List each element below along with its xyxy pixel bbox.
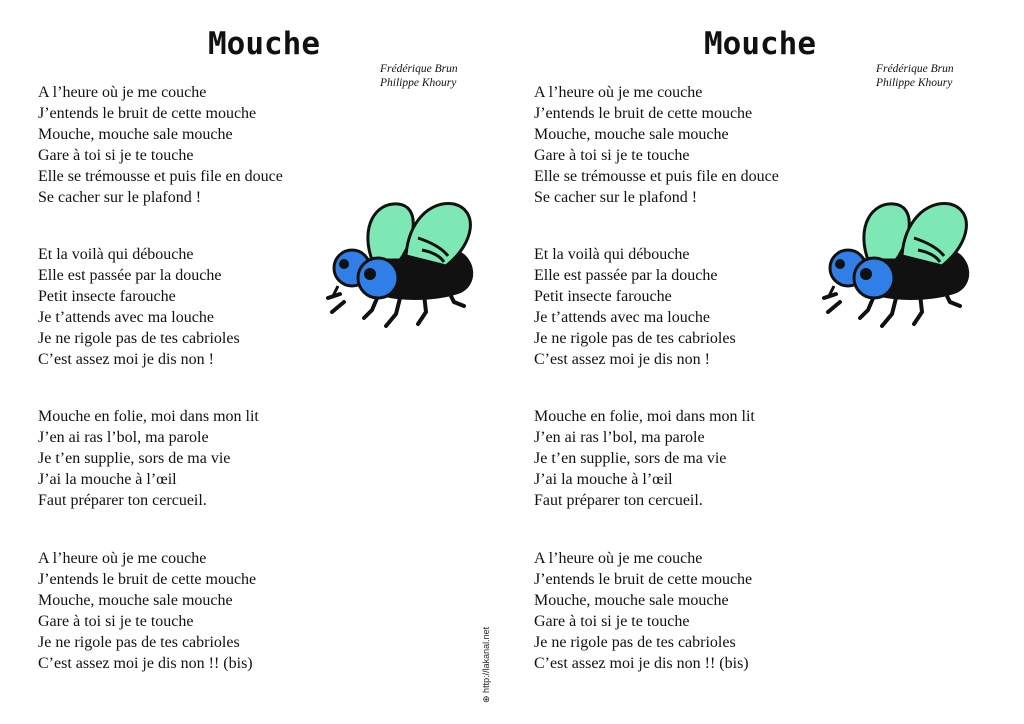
song-title: Mouche — [704, 26, 816, 62]
lyric-line: Je t’attends avec ma louche — [38, 309, 214, 326]
lyric-line: Je ne rigole pas de tes cabrioles — [38, 634, 240, 651]
lyric-line: Je ne rigole pas de tes cabrioles — [534, 634, 736, 651]
website-url: http://lakanal.net — [481, 626, 491, 693]
stanza — [38, 82, 283, 208]
fly-eye — [358, 258, 398, 298]
lyric-line: Mouche en folie, moi dans mon lit — [534, 408, 755, 425]
lyric-line: J’entends le bruit de cette mouche — [534, 571, 753, 588]
lyric-line: Elle se trémousse et puis file en douce — [534, 168, 779, 185]
stanza — [534, 244, 736, 370]
author-name: Frédérique Brun — [380, 63, 458, 75]
lyric-line: Gare à toi si je te touche — [534, 613, 690, 630]
lyric-line: Petit insecte farouche — [534, 288, 672, 305]
lyric-line: Mouche, mouche sale mouche — [534, 126, 729, 143]
website-footer — [481, 627, 492, 703]
stanza — [38, 244, 240, 370]
stanza — [38, 548, 256, 674]
lyric-line: Gare à toi si je te touche — [38, 147, 194, 164]
lyric-line: Gare à toi si je te touche — [534, 147, 690, 164]
lyric-line: Elle se trémousse et puis file en douce — [38, 168, 283, 185]
lyric-line: J’en ai ras l’bol, ma parole — [534, 429, 705, 446]
lyric-line: J’entends le bruit de cette mouche — [38, 105, 257, 122]
author-name: Philippe Khoury — [876, 77, 953, 89]
lyric-line: Je t’attends avec ma louche — [534, 309, 710, 326]
lyric-line: C’est assez moi je dis non !! (bis) — [38, 655, 253, 672]
lyric-line: Mouche, mouche sale mouche — [38, 592, 233, 609]
lyrics-sheet-left — [0, 0, 496, 724]
lyric-line: Gare à toi si je te touche — [38, 613, 194, 630]
fly-icon — [326, 198, 486, 332]
lyric-line: Petit insecte farouche — [38, 288, 176, 305]
lyric-line: Se cacher sur le plafond ! — [38, 189, 202, 206]
lyric-line: A l’heure où je me couche — [38, 550, 207, 567]
lyric-line: A l’heure où je me couche — [534, 550, 703, 567]
lyric-line: C’est assez moi je dis non !! (bis) — [534, 655, 749, 672]
lyric-line: J’ai la mouche à l’œil — [38, 471, 177, 488]
author-name: Philippe Khoury — [380, 77, 457, 89]
lyric-line: Je ne rigole pas de tes cabrioles — [38, 330, 240, 347]
lyric-line: C’est assez moi je dis non ! — [38, 351, 214, 368]
lyric-line: J’entends le bruit de cette mouche — [534, 105, 753, 122]
fly-icon — [822, 198, 982, 332]
fly-eye — [854, 258, 894, 298]
lyric-line: Faut préparer ton cercueil. — [534, 492, 703, 509]
lyric-line: Je t’en supplie, sors de ma vie — [38, 450, 231, 467]
lyric-line: Je t’en supplie, sors de ma vie — [534, 450, 727, 467]
lyric-line: A l’heure où je me couche — [534, 84, 703, 101]
lyric-line: J’ai la mouche à l’œil — [534, 471, 673, 488]
stanza — [38, 406, 259, 511]
lyric-line: Elle est passée par la douche — [38, 267, 222, 284]
lyric-line: C’est assez moi je dis non ! — [534, 351, 710, 368]
globe-icon: ⊕ — [481, 695, 491, 703]
lyric-line: J’entends le bruit de cette mouche — [38, 571, 257, 588]
authors — [876, 62, 954, 90]
lyric-line: Mouche, mouche sale mouche — [534, 592, 729, 609]
lyric-line: A l’heure où je me couche — [38, 84, 207, 101]
author-name: Frédérique Brun — [876, 63, 954, 75]
stanza — [534, 548, 752, 674]
lyric-line: Se cacher sur le plafond ! — [534, 189, 698, 206]
stanza — [534, 406, 755, 511]
lyric-line: Et la voilà qui débouche — [38, 246, 194, 263]
stanza — [534, 82, 779, 208]
authors — [380, 62, 458, 90]
lyric-line: Mouche, mouche sale mouche — [38, 126, 233, 143]
lyric-line: Elle est passée par la douche — [534, 267, 718, 284]
lyrics-sheet-right — [496, 0, 992, 724]
lyric-line: J’en ai ras l’bol, ma parole — [38, 429, 209, 446]
lyric-line: Mouche en folie, moi dans mon lit — [38, 408, 259, 425]
song-title: Mouche — [208, 26, 320, 62]
lyric-line: Je ne rigole pas de tes cabrioles — [534, 330, 736, 347]
lyric-line: Faut préparer ton cercueil. — [38, 492, 207, 509]
lyric-line: Et la voilà qui débouche — [534, 246, 690, 263]
